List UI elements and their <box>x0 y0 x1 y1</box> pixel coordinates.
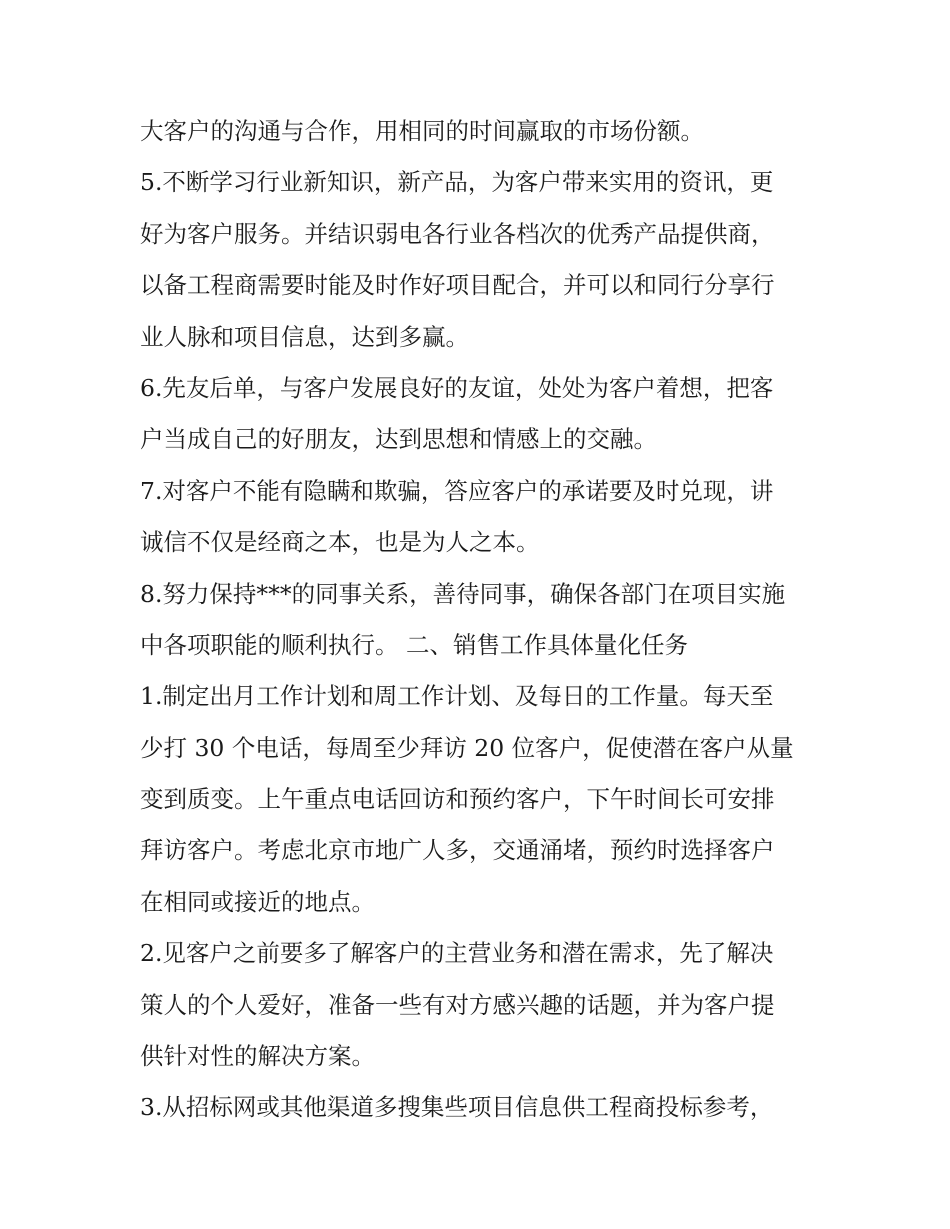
text-line: 业人脉和项目信息，达到多赢。 <box>140 322 469 351</box>
document-body <box>140 106 820 1134</box>
text-line: 诚信不仅是经商之本，也是为人之本。 <box>140 528 540 557</box>
text-line: 变到质变。上午重点电话回访和预约客户，下午时间长可安排 <box>140 785 775 814</box>
text-line: 大客户的沟通与合作，用相同的时间赢取的市场份额。 <box>140 117 704 145</box>
text-line: 2.见客户之前要多了解客户的主营业务和潜在需求，先了解决 <box>140 939 774 968</box>
text-line: 在相同或接近的地点。 <box>140 887 375 916</box>
text-line: 1.制定出月工作计划和周工作计划、及每日的工作量。每天至 <box>140 682 774 711</box>
text-line: 好为客户服务。并结识弱电各行业各档次的优秀产品提供商， <box>140 219 775 248</box>
text-line: 3.从招标网或其他渠道多搜集些项目信息供工程商投标参考， <box>140 1093 774 1122</box>
text-line: 供针对性的解决方案。 <box>140 1042 375 1071</box>
text-line: 7.对客户不能有隐瞒和欺骗，答应客户的承诺要及时兑现，讲 <box>140 476 774 505</box>
text-line: 5.不断学习行业新知识，新产品，为客户带来实用的资讯，更 <box>140 168 774 197</box>
text-line: 以备工程商需要时能及时作好项目配合，并可以和同行分享行 <box>140 271 775 300</box>
text-line: 8.努力保持***的同事关系，善待同事，确保各部门在项目实施 <box>140 579 786 608</box>
text-line: 中各项职能的顺利执行。 二、销售工作具体量化任务 <box>140 630 688 659</box>
text-line: 少打 30 个电话，每周至少拜访 20 位客户，促使潜在客户从量 <box>140 733 794 762</box>
text-line: 策人的个人爱好，准备一些有对方感兴趣的话题，并为客户提 <box>140 990 775 1019</box>
text-line: 6.先友后单，与客户发展良好的友谊，处处为客户着想，把客 <box>140 373 774 402</box>
text-line: 拜访客户。考虑北京市地广人多，交通涌堵，预约时选择客户 <box>140 836 775 865</box>
text-line: 户当成自己的好朋友，达到思想和情感上的交融。 <box>140 425 657 454</box>
